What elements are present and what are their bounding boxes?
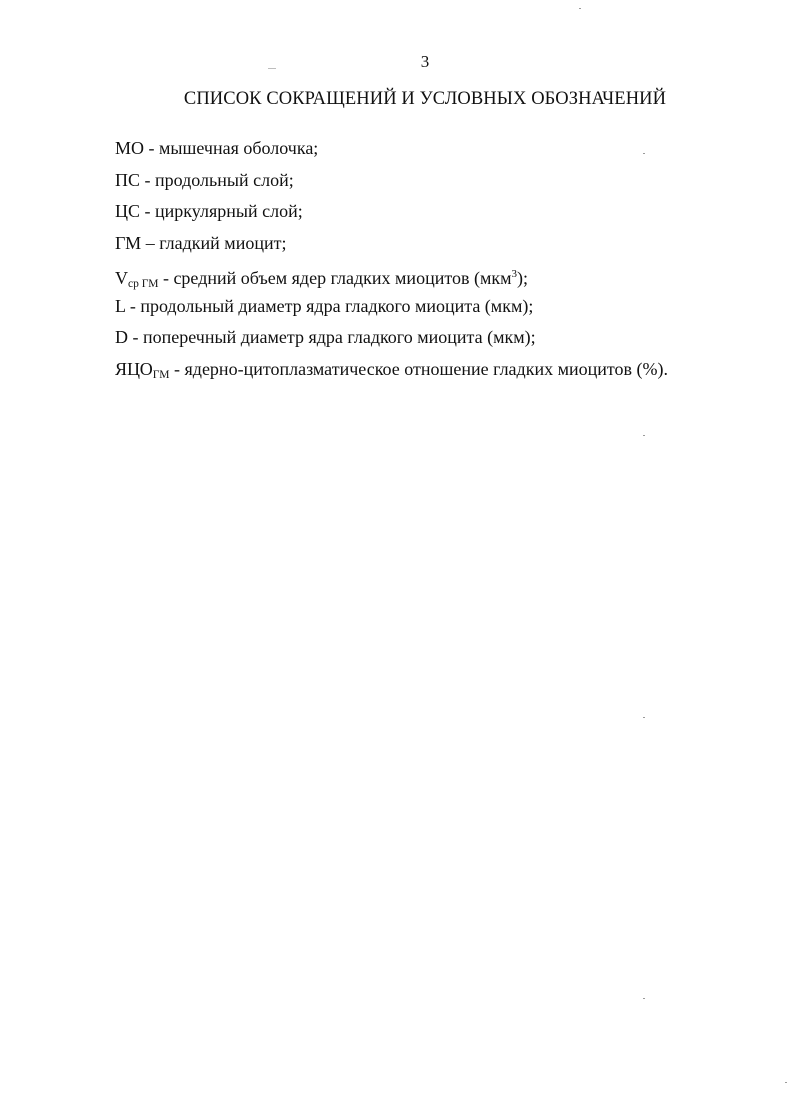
abbreviation-subscript: ГМ [152,368,170,381]
scan-artifact [785,1082,787,1083]
page-number: 3 [420,52,430,71]
abbreviation-item [115,325,755,357]
scan-artifact [643,998,645,999]
abbreviation-definition: - продольный слой; [140,169,294,190]
abbreviation-item [115,262,755,294]
page-title: СПИСОК СОКРАЩЕНИЙ И УСЛОВНЫХ ОБОЗНАЧЕНИЙ [183,89,667,109]
abbreviation-term: D [115,327,128,347]
abbreviation-subscript: ср ГМ [128,278,159,290]
abbreviation-item [115,199,755,231]
abbreviation-definition: - мышечная оболочка; [144,138,319,158]
abbreviation-term: ЦС [115,201,141,221]
abbreviation-term: ГМ [115,232,142,253]
abbreviation-item [115,168,755,200]
abbreviation-term: ЯЦО [115,358,153,379]
abbreviation-term: МО [115,138,145,158]
abbreviation-tail: ); [516,268,528,288]
abbreviation-superscript: 3 [511,268,517,280]
scan-artifact [643,435,645,436]
abbreviation-definition: - продольный диаметр ядра гладкого миоцита (мкм); [125,295,534,316]
abbreviation-term: V [115,268,128,288]
abbreviation-item [115,294,755,326]
abbreviation-item [115,136,755,168]
scan-artifact [643,717,645,718]
abbreviation-term: L [115,295,126,316]
abbreviation-definition: – гладкий миоцит; [141,232,287,253]
abbreviation-term: ПС [115,169,141,190]
abbreviation-list [115,136,755,388]
abbreviation-definition: - средний объем ядер гладких миоцитов (мкм [158,268,512,288]
abbreviation-definition: - циркулярный слой; [140,201,303,221]
abbreviation-item [115,231,755,263]
abbreviation-definition: - ядерно-цитоплазматическое отношение гладких миоцитов (%). [169,358,668,379]
abbreviation-item [115,357,755,389]
abbreviation-definition: - поперечный диаметр ядра гладкого миоцита (мкм); [128,327,536,347]
scan-artifact [579,8,581,9]
